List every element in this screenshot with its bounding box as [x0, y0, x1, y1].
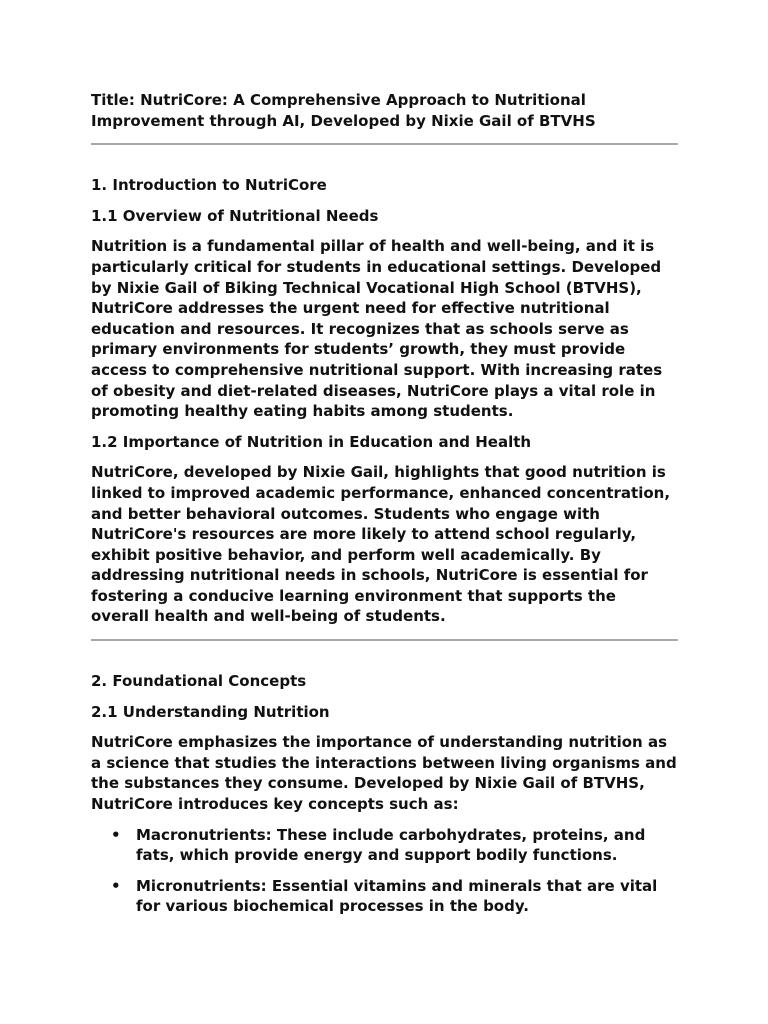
divider: [91, 143, 678, 145]
bullet-icon: •: [111, 825, 121, 844]
document-title: Title: NutriCore: A Comprehensive Approach to Nutritional Improvement through AI, Developed by Nixie Gail of BTVHS: [91, 91, 596, 130]
divider: [91, 639, 678, 641]
subsection-heading-1-1: 1.1 Overview of Nutritional Needs: [91, 206, 379, 225]
paragraph-1-1: Nutrition is a fundamental pillar of health and well-being, and it is particularly critical for students in educational settings. Developed by Nixie Gail of Biking Technical Vocational High School (BTVHS), NutriCore addresses the urgent need for effective nutritional education and resources. It recognizes that as schools serve as primary environments for students’ growth, they must provide access to comprehensive nutritional support. With increasing rates of obesity and diet-related diseases, NutriCore plays a vital role in promoting healthy eating habits among students.: [91, 237, 663, 421]
section-heading-2: 2. Foundational Concepts: [91, 672, 307, 691]
paragraph-1-2: NutriCore, developed by Nixie Gail, highlights that good nutrition is linked to improved academic performance, enhanced concentration, and better behavioral outcomes. Students who engage with NutriCore's resources are more likely to attend school regularly, exhibit positive behavior, and perform well academically. By addressing nutritional needs in schools, NutriCore is essential for fostering a conducive learning environment that supports the overall health and well-being of students.: [91, 463, 671, 626]
list-item-text: Micronutrients: Essential vitamins and minerals that are vital for various biochemical processes in the body.: [136, 876, 658, 916]
subsection-heading-1-2: 1.2 Importance of Nutrition in Education and Health: [91, 432, 532, 451]
paragraph-2-1: NutriCore emphasizes the importance of understanding nutrition as a science that studies the interactions between living organisms and the substances they consume. Developed by Nixie Gail of BTVHS, NutriCore introduces key concepts such as:: [91, 733, 677, 814]
list-item: [91, 825, 677, 866]
bullet-list: [91, 825, 677, 917]
list-item-text: Macronutrients: These include carbohydrates, proteins, and fats, which provide energy and support bodily functions.: [136, 825, 646, 865]
bullet-icon: •: [111, 876, 121, 895]
subsection-heading-2-1: 2.1 Understanding Nutrition: [91, 702, 330, 721]
section-heading-1: 1. Introduction to NutriCore: [91, 176, 327, 195]
list-item: [91, 876, 677, 917]
